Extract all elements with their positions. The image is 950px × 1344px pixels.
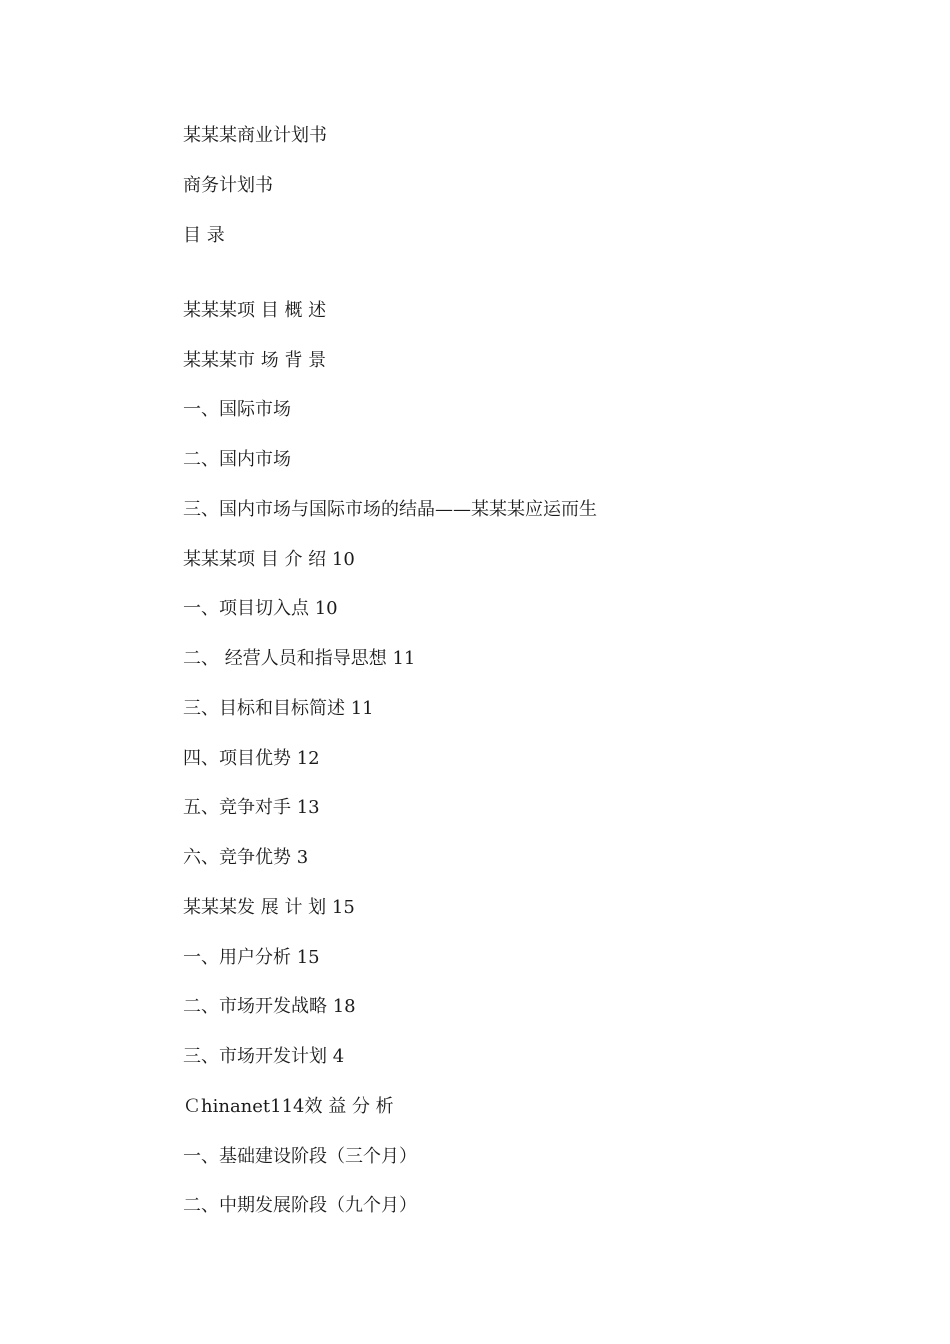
toc-entry: 二、中期发展阶段（九个月）: [183, 1195, 417, 1216]
toc-entry: 四、项目优势 12: [183, 748, 320, 769]
toc-entry: 一、国际市场: [183, 399, 291, 420]
toc-entry: 一、基础建设阶段（三个月）: [183, 1146, 417, 1167]
toc-entry: 六、竞争优势 3: [183, 847, 309, 868]
toc-entry: 三、目标和目标简述 11: [183, 698, 374, 719]
toc-entry: 三、国内市场与国际市场的结晶——某某某应运而生: [183, 499, 597, 520]
toc-entry: 某某某市 场 背 景: [183, 350, 327, 371]
toc-entry: 某某某发 展 计 划 15: [183, 897, 355, 918]
toc-entry: 某某某项 目 介 绍 10: [183, 549, 355, 570]
toc-entry: 二、国内市场: [183, 449, 291, 470]
toc-entry: 二、 经营人员和指导思想 11: [183, 648, 416, 669]
toc-entry: 一、用户分析 15: [183, 947, 320, 968]
document-title: 某某某商业计划书: [183, 125, 327, 146]
toc-entry: 五、竞争对手 13: [183, 797, 320, 818]
toc-entry: Ｃhinanet114效 益 分 析: [183, 1096, 394, 1117]
toc-entry: 二、市场开发战略 18: [183, 996, 356, 1017]
toc-entry: 三、市场开发计划 4: [183, 1046, 345, 1067]
toc-entry: 某某某项 目 概 述: [183, 300, 327, 321]
toc-heading: 目 录: [183, 225, 225, 246]
toc-entry: 一、项目切入点 10: [183, 598, 338, 619]
document-subtitle: 商务计划书: [183, 175, 273, 196]
